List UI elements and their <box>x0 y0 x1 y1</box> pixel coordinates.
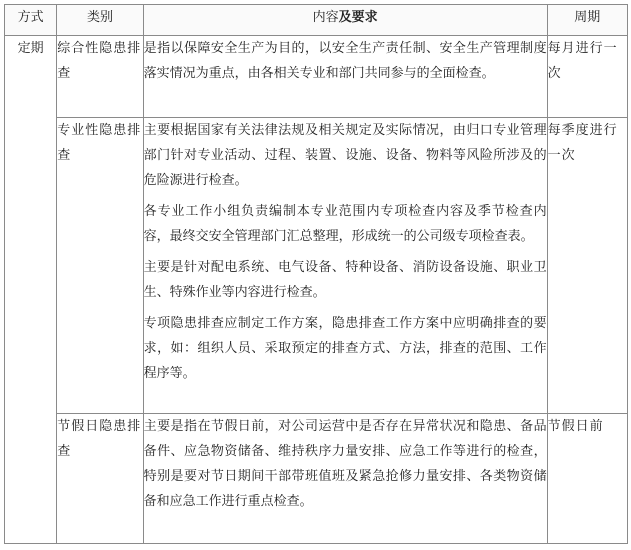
category-cell: 综合性隐患排查 <box>57 36 143 118</box>
header-cycle: 周期 <box>547 5 627 36</box>
content-paragraph: 各专业工作小组负责编制本专业范围内专项检查内容及季节检查内容，最终交安全管理部门汇总整理，形成统一的公司级专项检查表。 <box>143 204 547 244</box>
category-cell: 节假日隐患排查 <box>57 414 143 544</box>
header-mode: 方式 <box>5 5 57 36</box>
content-cell <box>143 36 547 118</box>
header-content-prefix: 内容 <box>312 10 339 25</box>
content-paragraph: 专项隐患排查应制定工作方案，隐患排查工作方案中应明确排查的要求，如：组织人员、采取预定的排查方式、方法，排查的范围、工作程序等。 <box>143 316 547 381</box>
table-row <box>5 414 628 544</box>
table-row <box>5 118 628 414</box>
content-paragraph: 主要是针对配电系统、电气设备、特种设备、消防设备设施、职业卫生、特殊作业等内容进行检查。 <box>143 260 547 300</box>
content-cell <box>143 414 547 544</box>
content-cell <box>143 118 547 414</box>
cycle-cell: 每月进行一次 <box>547 36 627 118</box>
header-category: 类别 <box>57 5 143 36</box>
content-paragraph: 是指以保障安全生产为目的，以安全生产责任制、安全生产管理制度落实情况为重点，由各相关专业和部门共同参与的全面检查。 <box>143 41 547 81</box>
content-paragraph: 主要根据国家有关法律法规及相关规定及实际情况，由归口专业管理部门针对专业活动、过程、装置、设施、设备、物料等风险所涉及的危险源进行检查。 <box>143 123 547 188</box>
inspection-table <box>4 4 628 544</box>
header-row <box>5 5 628 36</box>
category-cell: 专业性隐患排查 <box>57 118 143 414</box>
header-content-strong: 及要求 <box>338 10 378 25</box>
mode-cell: 定期 <box>5 36 57 544</box>
content-paragraph: 主要是指在节假日前，对公司运营中是否存在异常状况和隐患、备品备件、应急物资储备、维持秩序力量安排、应急工作等进行的检查，特别是要对节日期间干部带班值班及紧急抢修力量安排、各类物资储备和应急工作进行重点检查。 <box>143 419 547 509</box>
table-row <box>5 36 628 118</box>
cycle-cell: 节假日前 <box>547 414 627 544</box>
header-content <box>143 5 547 36</box>
cycle-cell: 每季度进行一次 <box>547 118 627 414</box>
